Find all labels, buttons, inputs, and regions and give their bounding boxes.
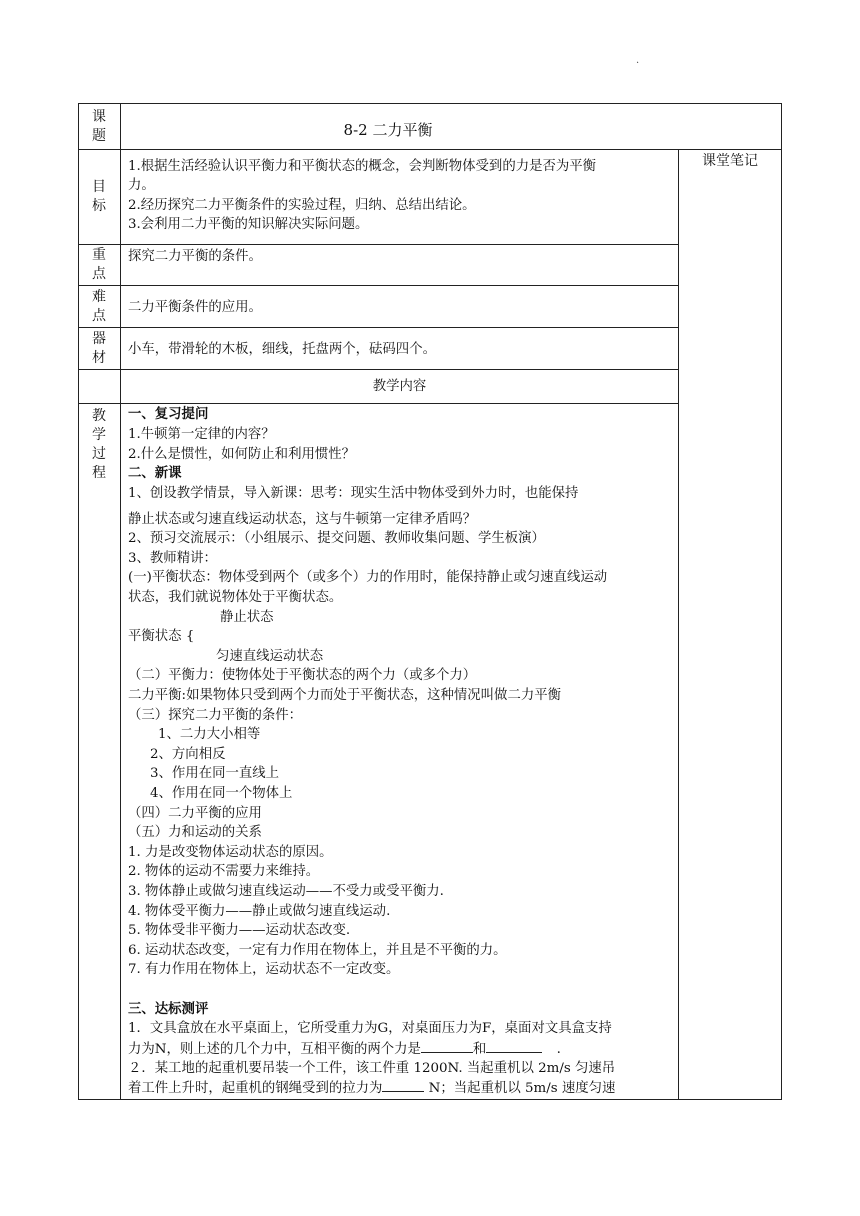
content-line: 1、创设教学情景，导入新课：思考：现实生活中物体受到外力时，也能保持 [128, 486, 579, 501]
review-q2: 2.什么是惯性，如何防止和利用惯性？ [128, 447, 356, 462]
label-cell-process [78, 403, 121, 1100]
content-line: （三）探究二力平衡的条件： [128, 708, 303, 723]
content-line: （五）力和运动的关系 [128, 825, 262, 840]
difficult-point-text: 二力平衡条件的应用。 [128, 300, 262, 315]
goal-line-1: 1.根据生活经验认识平衡力和平衡状态的概念，会判断物体受到的力是否为平衡 [128, 159, 597, 174]
key-point-text: 探究二力平衡的条件。 [128, 249, 262, 264]
content-line: 5. 物体受非平衡力——运动状态改变. [128, 923, 351, 938]
question-1-line-2: 力为N，则上述的几个力中，互相平衡的两个力是 和 . [128, 1039, 561, 1060]
content-line: 3、作用在同一直线上 [150, 766, 280, 781]
lesson-title: 8-2 二力平衡 [343, 121, 433, 139]
label-goals: 目 标 [92, 179, 106, 214]
content-line: 1、二力大小相等 [158, 727, 261, 742]
section-new-title: 二、新课 [128, 465, 182, 481]
content-line: 1. 力是改变物体运动状态的原因。 [128, 845, 333, 860]
section-assessment-title: 三、达标测评 [128, 1001, 209, 1017]
label-process: 教 学 过 程 [92, 408, 106, 481]
content-line: 匀速直线运动状态 [216, 649, 324, 664]
label-equipment: 器 材 [92, 330, 106, 366]
content-line: 4. 物体受平衡力——静止或做匀速直线运动. [128, 904, 391, 919]
content-line: 3. 物体静止或做匀速直线运动——不受力或受平衡力. [128, 884, 444, 899]
content-header: 教学内容 [372, 379, 427, 394]
content-line: 4、作用在同一个物体上 [150, 786, 293, 801]
content-line: 2. 物体的运动不需要力来维持。 [128, 864, 320, 879]
answer-blank[interactable] [486, 1039, 542, 1053]
notes-column [678, 149, 782, 1100]
review-q1: 1.牛顿第一定律的内容？ [128, 427, 275, 442]
question-2-line-2: 着工件上升时，起重机的钢绳受到的拉力为 N；当起重机以 5m/s 速度匀速 [128, 1078, 615, 1099]
content-line: 静止状态 [220, 610, 274, 625]
content-line: 6. 运动状态改变，一定有力作用在物体上，并且是不平衡的力。 [128, 943, 507, 958]
content-line: (一)平衡状态：物体受到两个（或多个）力的作用时，能保持静止或匀速直线运动 [128, 570, 608, 585]
answer-blank[interactable] [421, 1039, 473, 1053]
content-line: （二）平衡力：使物体处于平衡状态的两个力（或多个力） [128, 668, 477, 683]
lesson-plan-table [78, 103, 782, 1100]
answer-blank[interactable] [382, 1078, 424, 1092]
content-line: 7. 有力作用在物体上，运动状态不一定改变。 [128, 962, 400, 977]
goal-line-2: 力。 [128, 178, 155, 193]
content-line: 静止状态或匀速直线运动状态，这与牛顿第一定律矛盾吗？ [128, 512, 477, 527]
blank-label-cell [78, 369, 121, 404]
content-line: 状态，我们就说物体处于平衡状态。 [128, 590, 343, 605]
equipment-text: 小车，带滑轮的木板，细线，托盘两个，砝码四个。 [128, 342, 436, 357]
goal-line-4: 3.会利用二力平衡的知识解决实际问题。 [128, 217, 369, 232]
goal-line-3: 2.经历探究二力平衡条件的实验过程，归纳、总结出结论。 [128, 198, 476, 213]
content-line: 平衡状态 { [128, 629, 195, 644]
label-key: 重 点 [92, 247, 106, 282]
section-review-title: 一、复习提问 [128, 406, 209, 422]
content-line: （四）二力平衡的应用 [128, 806, 262, 821]
content-line: 3、教师精讲： [128, 551, 217, 566]
content-line: 二力平衡:如果物体只受到两个力而处于平衡状态，这种情况叫做二力平衡 [128, 688, 562, 703]
label-difficult: 难 点 [92, 288, 106, 324]
question-2-line-1: ２．某工地的起重机要吊装一个工件，该工件重 1200N. 当起重机以 2m/s 匀速吊 [128, 1061, 616, 1076]
notes-header: 课堂笔记 [702, 153, 758, 169]
content-line: 2、预习交流展示：（小组展示、提交问题、教师收集问题、学生板演） [128, 531, 545, 546]
question-1-line-1: 1．文具盒放在水平桌面上，它所受重力为G，对桌面压力为F，桌面对文具盒支持 [128, 1021, 612, 1036]
header-mark: · [636, 58, 640, 69]
label-topic: 课 题 [92, 108, 106, 144]
content-line: 2、方向相反 [150, 747, 226, 762]
